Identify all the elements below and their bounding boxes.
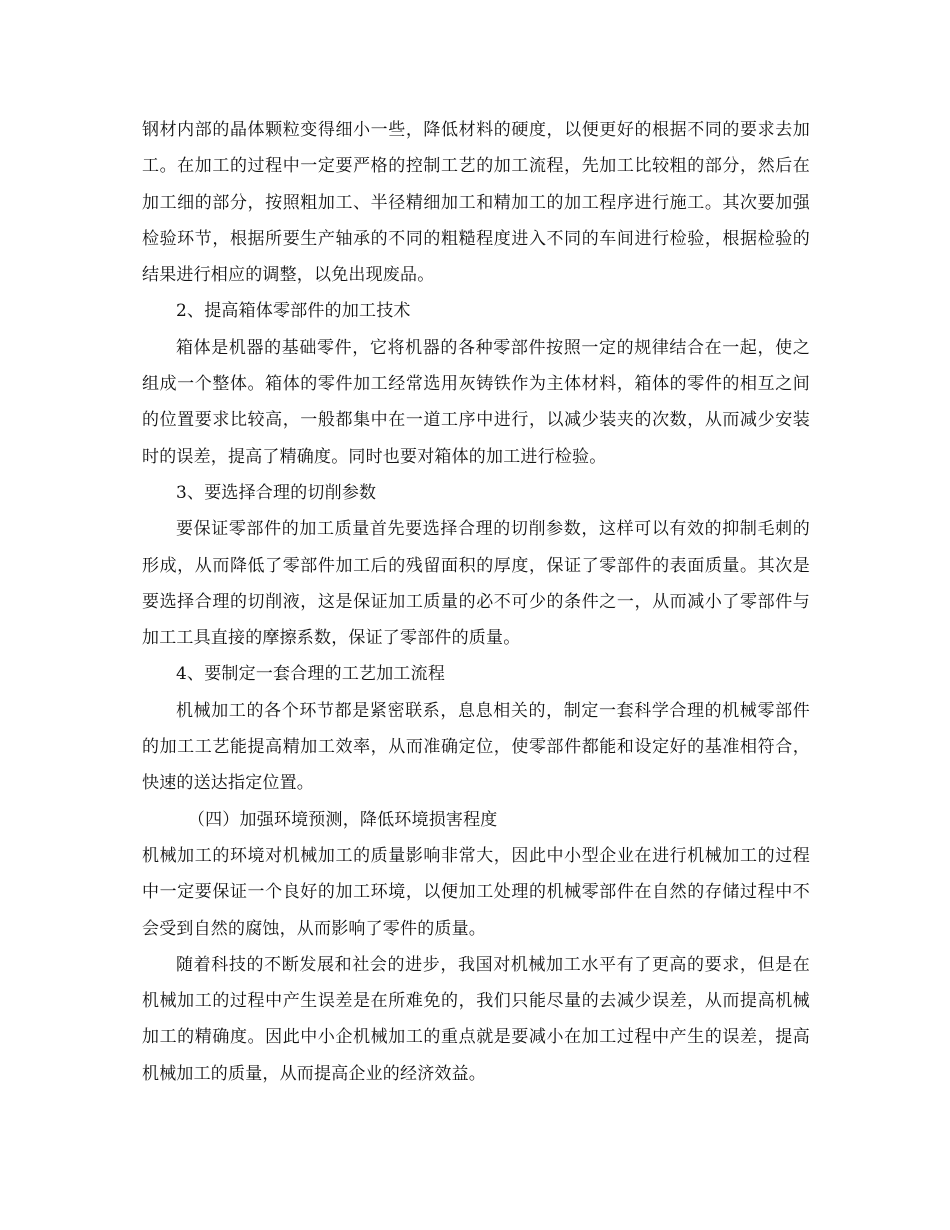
heading-environment: （四）加强环境预测，降低环境损害程度 <box>187 809 498 830</box>
heading-box-parts: 2、提高箱体零部件的加工技术 <box>176 301 411 322</box>
paragraph-box-parts: 箱体是机器的基础零件，它将机器的各种零部件按照一定的规律结合在一起，使之组成一个整体。箱体的零件加工经常选用灰铸铁作为主体材料，箱体的零件的相互之间的位置要求比较高，一般都集中在一道工序中进行，以减少装夹的次数，从而减少安装时的误差，提高了精确度。同时也要对箱体的加工进行检验。 <box>142 337 810 467</box>
paragraph-steel-processing: 钢材内部的晶体颗粒变得细小一些，降低材料的硬度，以便更好的根据不同的要求去加工。在加工的过程中一定要严格的控制工艺的加工流程，先加工比较粗的部分，然后在加工细的部分，按照粗加工、半径精细加工和精加工的加工程序进行施工。其次要加强检验环节，根据所要生产轴承的不同的粗糙程度进入不同的车间进行检验，根据检验的结果进行相应的调整，以免出现废品。 <box>142 120 810 286</box>
heading-process-flow: 4、要制定一套合理的工艺加工流程 <box>176 664 446 685</box>
paragraph-environment: 机械加工的环境对机械加工的质量影响非常大，因此中小型企业在进行机械加工的过程中一定要保证一个良好的加工环境，以便加工处理的机械零部件在自然的存储过程中不会受到自然的腐蚀，从而影响了零件的质量。 <box>142 845 810 939</box>
paragraph-process-flow: 机械加工的各个环节都是紧密联系，息息相关的，制定一套科学合理的机械零部件的加工工艺能提高精加工效率，从而准确定位，使零部件都能和设定好的基准相符合，快速的送达指定位置。 <box>142 700 810 794</box>
paragraph-conclusion: 随着科技的不断发展和社会的进步，我国对机械加工水平有了更高的要求，但是在机械加工的过程中产生误差是在所难免的，我们只能尽量的去减少误差，从而提高机械加工的精确度。因此中小企机械加工的重点就是要减小在加工过程中产生的误差，提高机械加工的质量，从而提高企业的经济效益。 <box>142 954 810 1084</box>
document-body <box>142 112 810 1092</box>
paragraph-cutting-parameters: 要保证零部件的加工质量首先要选择合理的切削参数，这样可以有效的抑制毛刺的形成，从而降低了零部件加工后的残留面积的厚度，保证了零部件的表面质量。其次是要选择合理的切削液，这是保证加工质量的必不可少的条件之一，从而减小了零部件与加工工具直接的摩擦系数，保证了零部件的质量。 <box>142 519 810 649</box>
heading-cutting-parameters: 3、要选择合理的切削参数 <box>176 482 377 503</box>
